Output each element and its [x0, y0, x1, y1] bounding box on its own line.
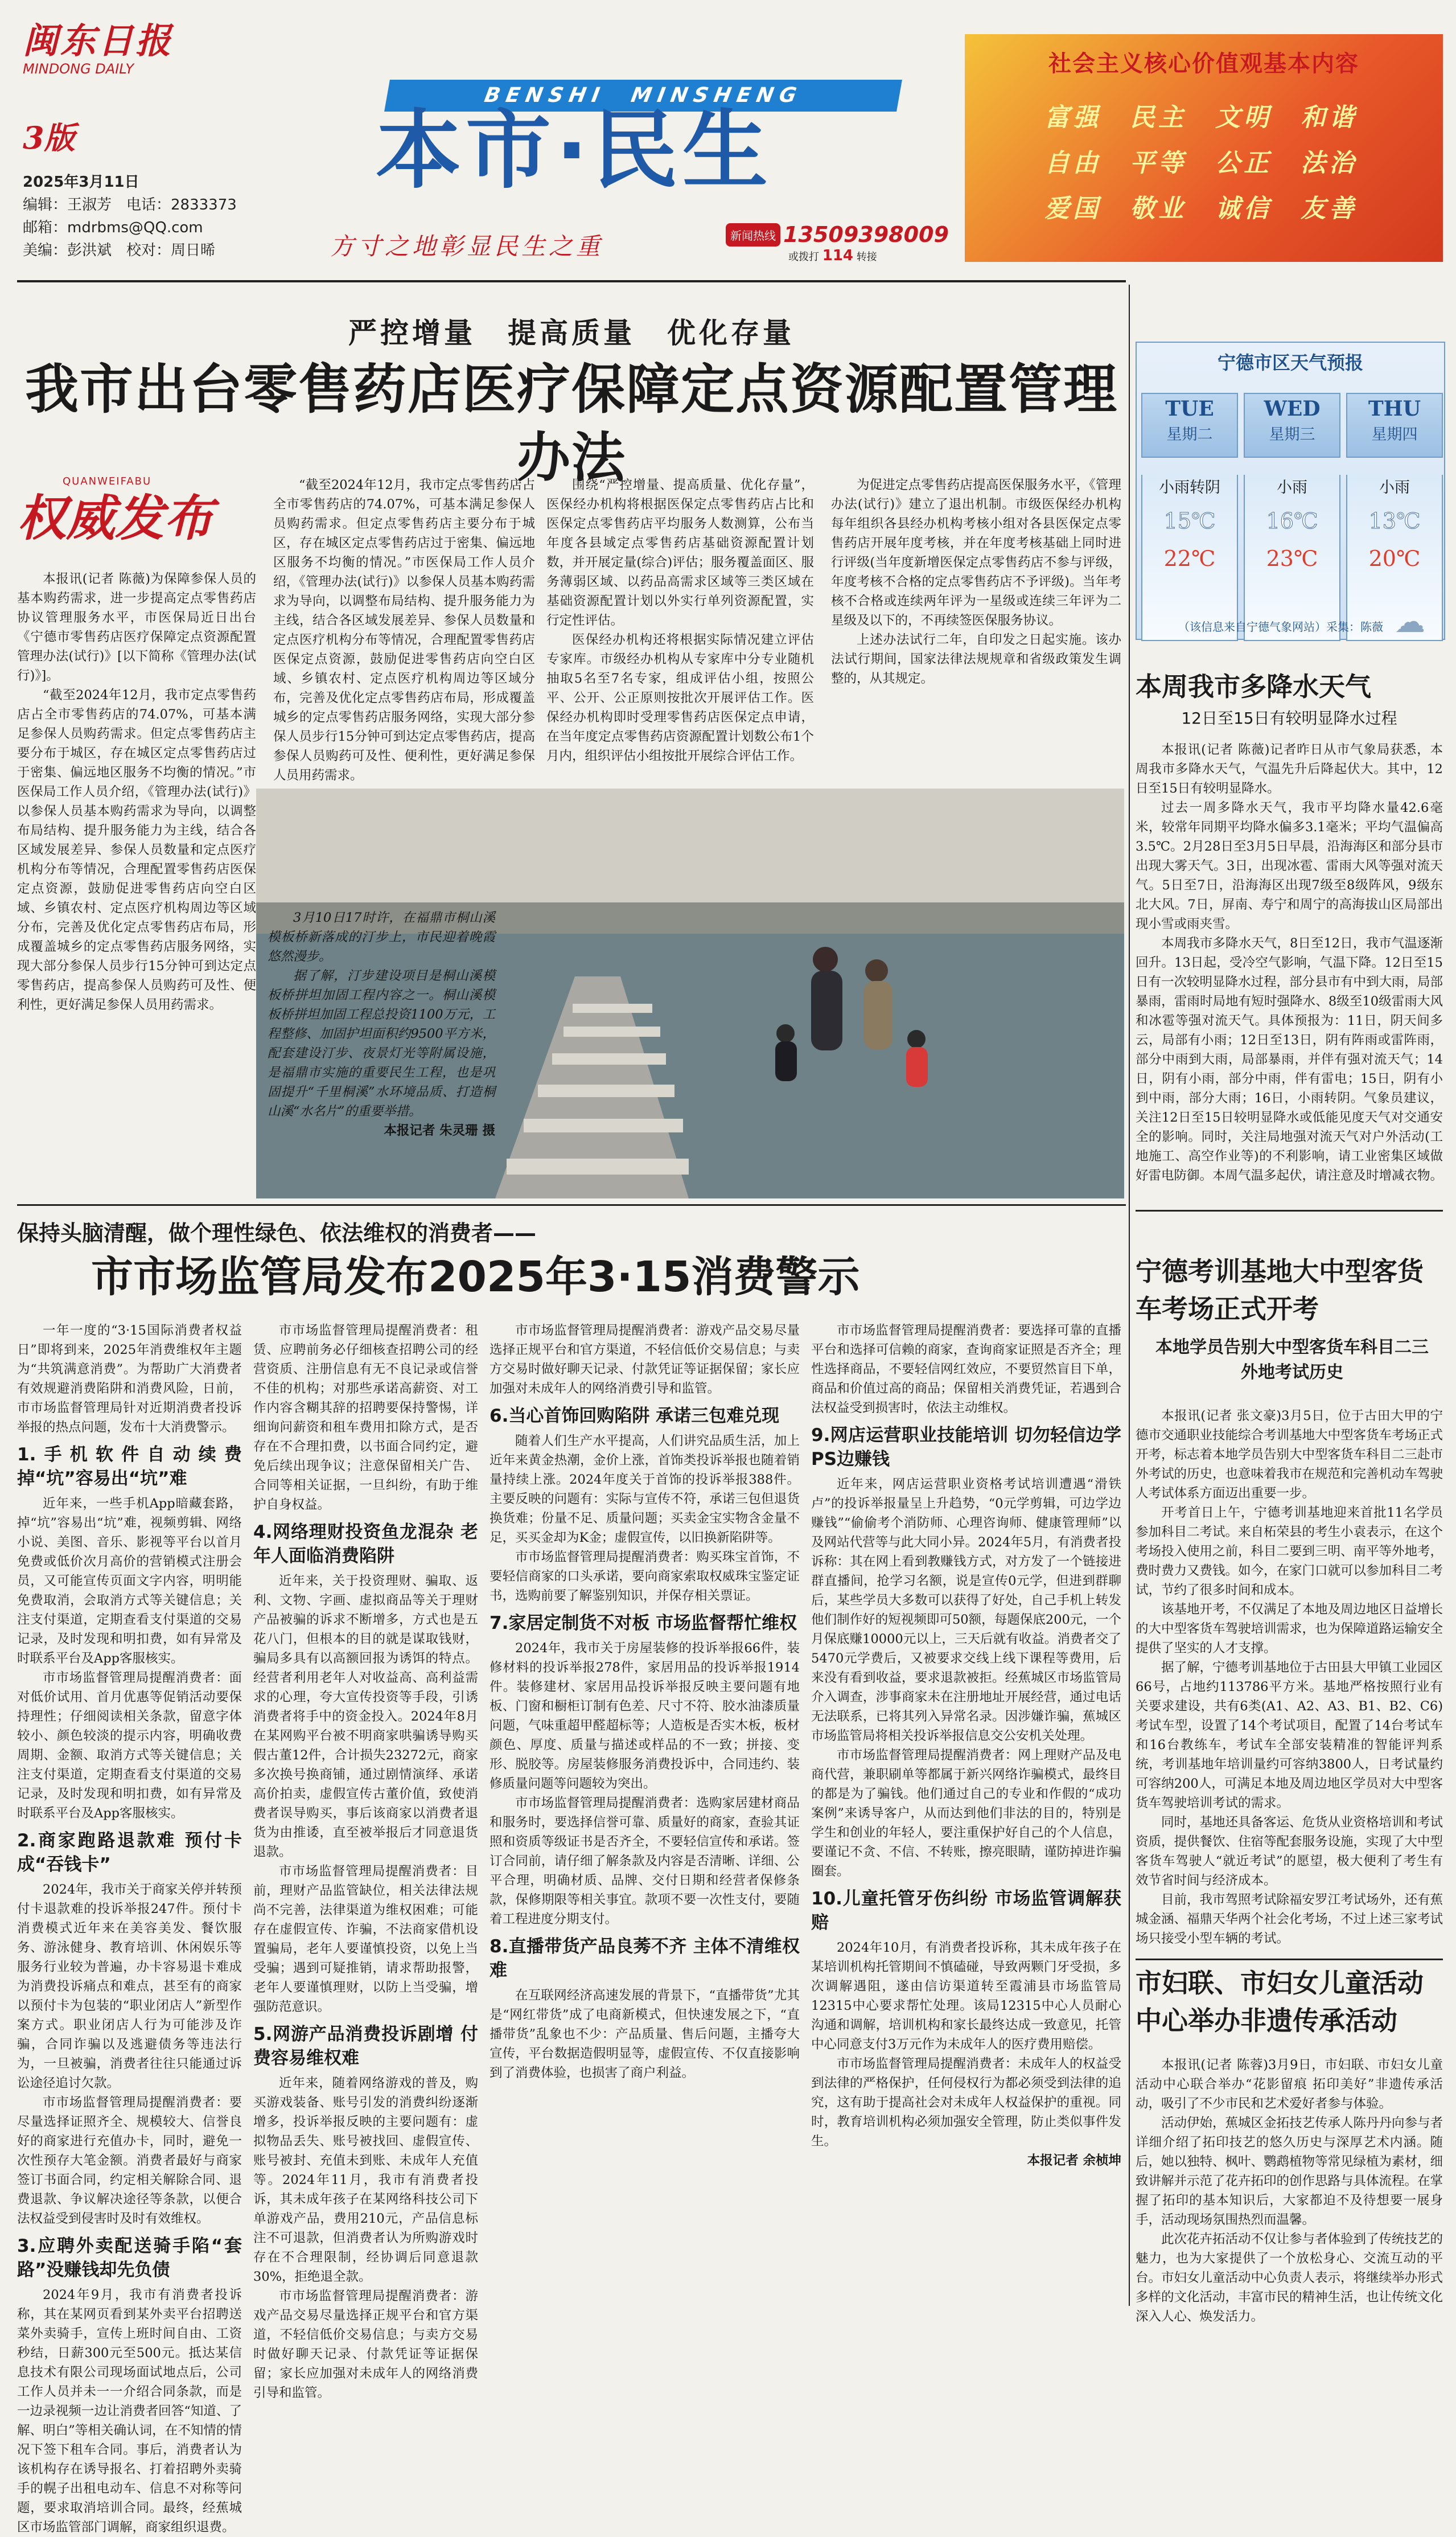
- rain-body: 本报讯(记者 陈薇)记者昨日从市气象局获悉，本周我市多降水天气，气温先升后降起伏大。其中，12日至15日有较明显降水。 过去一周多降水天气，我市平均降水量42.6毫米，较常年同期平均降水偏多3.1毫米；平均气温偏高3.5℃。2月28日至3月5日早晨，沿海海区和部分县市出现大雾天气。3日，出现冰雹、雷雨大风等强对流天气。5日至7日，沿海海区出现7级至8级阵风，9级东北大风。7日，屏南、寿宁和周宁的高海拔山区局部出现小雪或雨夹雪。 本周我市多降水天气，8日至12日，我市气温逐渐回升。13日起，受冷空气影响，气温下降。12日至15日有一次较明显降水过程，部分县市有中到大雨，局部暴雨，雷雨时局地有短时强降水、8级至10级雷雨大风和冰雹等强对流天气。具体预报为：11日，阴天间多云，局部有小雨；12日至13日，阴有阵雨或雷阵雨，部分中雨到大雨，局部暴雨，并伴有强对流天气；14日，阴有小雨，部分中雨，伴有雷电；15日，阴有小到中雨，部分大雨；16日，小雨转阴。气象员建议，关注12日至15日较明显降水或低能见度天气对交通安全的影响。同时，关注局地强对流天气对户外活动(工地施工、高空作业等)的不利影响，请工业密集区域做好雷电防御。本周气温多起伏，请注意及时增减衣物。: [1136, 742, 1443, 1183]
- lead-col-4: 为促进定点零售药店提高医保服务水平，《管理办法(试行)》建立了退出机制。市级医保经办机构每年组织各县经办机构考核小组对各县医保定点零售药店开展年度考核，并在年度考核基础上同时进行评级(当年度新增医保定点零售药店不参与评级，年度考核不合格的定点零售药店不予评级)。当年考核不合格或连续两年评为一星级或连续三年评为二星级及以下的，不再续签医保服务协议。 上述办法试行二年，自印发之日起实施。该办法试行期间，国家法律法规规章和省级政策发生调整的，从其规定。: [831, 478, 1121, 686]
- weather-day-tue: TUE 星期二 小雨转阴 15℃ 22℃: [1141, 393, 1238, 626]
- authoritative-badge: QUANWEIFABU 权威发布: [17, 475, 213, 547]
- edition-info: [23, 171, 237, 262]
- mid-rule: [17, 1204, 1126, 1206]
- c315-col-3: 市市场监督管理局提醒消费者：游戏产品交易尽量选择正规平台和官方渠道，不轻信低价交易信息；与卖方交易时做好聊天记录、付款凭证等证据保留；家长应加强对未成年人的网络消费引导和监管。 6.当心首饰回购陷阱 承诺三包难兑现 随着人们生产水平提高，人们讲究品质生活，加上近年来黄金热潮，金价上涨，首饰类投诉举报也随着销量持续上涨。2024年度关于首饰的投诉举报388件。主要反映的问题有：实际与宣传不符，承诺三包但退货换货难；份量不足、质量问题；买卖金宝实物含金量不足，买买金却为K金；虚假宣传，以旧换新陷阱等。 市市场监督管理局提醒消费者：购买珠宝首饰，不要轻信商家的口头承诺，要向商家索取权威珠宝鉴定证书，选购前要了解鉴别知识，并保存相关票证。 7.家居定制货不对板 市场监督帮忙维权 2024年，我市关于房屋装修的投诉举报66件，装修材料的投诉举报278件，家居用品的投诉举报1914件。装修建材、家居用品投诉举报反映主要问题有地板、门窗和橱柜订制有色差、尺寸不符、胶水油漆质量问题，气味重超甲醛超标等；人造板是否实木板，板材颜色、厚度、质量与描述或样品的不一致；拼接、变形、脱胶等。房屋装修服务消费投诉中，合同违约、装修质量问题等问题较为突出。 市市场监督管理局提醒消费者：选购家居建材商品和服务时，要选择信誉可靠、质量好的商家，查验其证照和资质等级证书是否齐全，不要轻信宣传和承诺。签订合同前，请仔细了解条款及内容是否清晰、详细、公平合理，明确材质、品牌、交付日期和经营者保修条款，保修期限等相关事宜。款项不要一次性支付，要随着工程进度分期支付。 8.直播带货产品良莠不齐 主体不清维权难 在互联网经济高速发展的背景下，“直播带货”尤其是“网红带货”成了电商新模式，但快速发展之下，“直播带货”乱象也不少：产品质量、售后问题，主播夸大宣传，平台数据造假明显等，虚假宣传、不仅直接影响到了消费体验，也损害了商户利益。: [490, 1323, 800, 2080]
- exam-body: 本报讯(记者 张文豪)3月5日，位于古田大甲的宁德市交通职业技能综合考训基地大中型客货车考场正式开考，标志着本地学员告别大中型客货车科目二三赴市外考试的历史，也意味着我市在规范和完善机动车驾驶人考试体系方面迈出重要一步。 开考首日上午，宁德考训基地迎来首批11名学员参加科目二考试。来自柘荣县的考生小袁表示，在这个考场投入使用之前，科目二要到三明、南平等外地考，费时费力又费钱。如今，在家门口就可以参加科目二考试，节约了很多时间和成本。 该基地开考，不仅满足了本地及周边地区日益增长的大中型客货车驾驶培训需求，也为保障道路运输安全提供了坚实的人才支撑。 据了解，宁德考训基地位于古田县大甲镇工业园区66号，占地约113786平方米。基地严格按照行业有关要求建设，共有6类(A1、A2、A3、B1、B2、C6)考试车型，设置了14个考试项目，配置了14台考试车和16台教练车，考试车全部安装精准的智能评判系统，考训基地年培训量约可容纳3800人，日考试量约可容纳200人，可满足本地及周边地区学员对大中型客货车驾驶培训考试的需求。 同时，基地还具备客运、危货从业资格培训和考试资质，提供餐饮、住宿等配套服务设施，实现了大中型客货车驾驶人“就近考试”的愿望，极大便利了考生有效节省时间与经济成本。 目前，我市驾照考试除福安罗江考试场外，还有蕉城金涵、福鼎天华两个社会化考场，不过上述三家考试场只接受小型车辆的考试。: [1136, 1409, 1443, 1946]
- core-values-title: 社会主义核心价值观基本内容: [1048, 50, 1359, 77]
- c315-kicker: 保持头脑清醒，做个理性绿色、依法维权的消费者——: [17, 1221, 537, 1246]
- section-title: 本市·民生: [376, 101, 772, 200]
- news-photo: [256, 789, 1124, 1198]
- heritage-rule: [1136, 1959, 1443, 1960]
- page-number: 3版: [23, 120, 75, 156]
- c315-col-2: 市市场监督管理局提醒消费者：租赁、应聘前务必仔细核查招聘公司的经营资质、注册信息有无不良记录或信誉不佳的机构；对那些承诺高薪资、对工作内容含糊其辞的招聘要保持警惕，详细询问薪资和租车费用扣除方式，是否存在不合理扣费，以书面合同约定，避免后续出现争议；注意保留相关广告、合同等相关证据，一旦纠纷，有助于维护自身权益。 4.网络理财投资鱼龙混杂 老年人面临消费陷阱 近年来，关于投资理财、骗取、返利、文物、字画、虚拟商品等关于理财产品被骗的诉求不断增多，方式也是五花八门，但根本的目的就是谋取钱财，骗局多具有以高额回报为诱饵的特点。经营者利用老年人对收益高、高利益需求的心理，夸大宣传投资等手段，引诱消费者将手中的资金投入。2024年8月在某网购平台被不明商家哄骗诱导购买假古董12件，合计损失23272元，商家多次换号换商铺，通过剧情演绎、承诺高价拍卖，虚假宣传古董价值，致使消费者误导购买，事后该商家以消费者退货为由推诿，直至被举报后才同意退货退款。 市市场监督管理局提醒消费者：目前，理财产品监管缺位，相关法律法规尚不完善，法律渠道为维权困难；可能存在虚假宣传、诈骗，不法商家借机设置骗局，老年人要谨慎投资，以免上当受骗；遇到可疑推销，请求帮助报警，老年人要谨慎理财，以防上当受骗，增强防范意识。 5.网游产品消费投诉剧增 付费容易维权难 近年来，随着网络游戏的普及，购买游戏装备、账号引发的消费纠纷逐渐增多，投诉举报反映的主要问题有：虚拟物品丢失、账号被找回、虚假宣传、账号被封、充值未到账、未成年人充值等。2024年11月，我市有消费者投诉，其未成年孩子在某网络科技公司下单游戏产品，费用210元，产品信息标注不可退款，但消费者认为所购游戏时存在不合理限制，经协调后同意退款30%，拒绝退全款。 市市场监督管理局提醒消费者：游戏产品交易尽量选择正规平台和官方渠道，不轻信低价交易信息；与卖方交易时做好聊天记录、付款凭证等证据保留；家长应加强对未成年人的网络消费引导和监管。: [253, 1323, 478, 2400]
- rain-headline: 本周我市多降水天气: [1136, 671, 1371, 702]
- c315-headline: 市市场监管局发布2025年3·15消费警示: [91, 1253, 860, 1302]
- exam-rule: [1136, 1210, 1443, 1212]
- paper-logo: 闽东日报 MINDONG DAILY: [23, 20, 174, 77]
- weather-source: （该信息来自宁德气象网站）采集：陈薇: [1178, 620, 1383, 634]
- rain-subhead: 12日至15日有较明显降水过程: [1181, 709, 1397, 728]
- weather-title: 宁德市区天气预报: [1217, 352, 1363, 373]
- email-line: 邮箱：mdrbms@QQ.com: [23, 219, 203, 236]
- heritage-body: 本报讯(记者 陈蓉)3月9日，市妇联、市妇女儿童活动中心联合举办“花影留痕 拓印美好”非遗传承活动，吸引了不少市民和艺术爱好者参与体验。 活动伊始，蕉城区金拓技艺传承人陈丹丹向参与者详细介绍了拓印技艺的悠久历史与深厚艺术内涵。随后，她以独特、枫叶、鹦鹉植物等常见绿植为素材，细致讲解并示范了花卉拓印的创作思路与具体流程。在掌握了拓印的基本知识后，大家都迫不及待想要一展身手，活动现场氛围热烈而温馨。 此次花卉拓活动不仅让参与者体验到了传统技艺的魅力，也为大家提供了一个放松身心、交流互动的平台。市妇女儿童活动中心负责人表示，将继续举办形式多样的文化活动，丰富市民的精神生活，也让传统文化深入人心、焕发活力。: [1136, 2058, 1443, 2324]
- issue-date: 2025年3月11日: [23, 174, 139, 191]
- editor-line: 编辑：王淑芳 电话：2833373: [23, 196, 237, 214]
- section-banner: BENSHI MINSHENG 本市·民生: [364, 80, 933, 171]
- hotline-box: 新闻热线 13509398009 或拨打 114 转接: [726, 222, 965, 268]
- lead-kicker: 严控增量 提高质量 优化存量: [348, 317, 795, 350]
- core-values-box: 社会主义核心价值观基本内容 富强 民主 文明 和谐 自由 平等 公正 法治 爱国 敬业 诚信 友善: [965, 34, 1443, 262]
- weather-day-wed: WED 星期三 小雨 16℃ 23℃: [1244, 393, 1340, 626]
- masthead: [0, 0, 1456, 268]
- art-line: 美编：彭洪斌 校对：周日晞: [23, 242, 216, 259]
- exam-subhead: 本地学员告别大中型客货车科目二三外地考试历史: [1155, 1337, 1429, 1382]
- c315-col-1: 一年一度的“3·15国际消费者权益日”即将到来，2025年消费维权年主题为“共筑满意消费”。为帮助广大消费者有效规避消费陷阱和消费风险，日前，市市场监督管理局针对近期消费者投诉举报的热点问题，发布十大消费警示。 1.手机软件自动续费 掉“坑”容易出“坑”难 近年来，一些手机App暗藏套路，掉“坑”容易出“坑”难，视频剪辑、网络小说、美图、音乐、影视等平台以首月免费或低价次月高价的营销模式注册会员，又可能宣传页面文字内容，明明能免费取消，会取消方式等关键信息；关注支付渠道，定期查看支付渠道的交易记录，及时发现和明扣费，如有异常及时联系平台及App客服核实。 市市场监督管理局提醒消费者：面对低价试用、首月优惠等促销活动要保持理性；仔细阅读相关条款，留意字体较小、颜色较淡的提示内容，明确收费周期、金额、取消方式等关键信息；关注支付渠道，定期查看支付渠道的交易记录，及时发现和明扣费，如有异常及时联系平台及App客服核实。 2.商家跑路退款难 预付卡成“吞钱卡” 2024年，我市关于商家关停并转预付卡退款难的投诉举报247件。预付卡消费模式近年来在美容美发、餐饮服务、游泳健身、教育培训、休闲娱乐等服务行业较为普遍，办卡容易退卡难成为消费投诉痛点和难点，甚至有的商家以预付卡为包装的“职业闭店人”新型作案方式。职业闭店人行为可能涉及诈骗，合同诈骗以及逃避债务等违法行为，一旦被骗，消费者往往只能通过诉讼途径追讨欠款。 市市场监督管理局提醒消费者：要尽量选择证照齐全、规模较大、信誉良好的商家进行充值办卡，同时，避免一次性预存大笔金额。消费者最好与商家签订书面合同，约定相关解除合同、退费退款、争议解决途径等条款，以便合法权益受到侵害时及时有效维权。 3.应聘外卖配送骑手陷“套路”没赚钱却先负债 2024年9月，我市有消费者投诉称，其在某网页看到某外卖平台招聘送菜外卖骑手，宣传上班时间自由、工资秒结，日薪300元至500元。抵达某信息技术有限公司现场面试地点后，公司工作人员并未一一介绍合同条款，而是一边录视频一边让消费者回答“知道、了解、明白”等相关确认词，在不知情的情况下签下租车合同。事后，消费者认为该机构存在诱导报名、打着招聘外卖骑手的幌子出租电动车、信息不对称等问题，要求取消培训合同。最终，经蕉城区市场监管部门调解，商家组织退费。: [17, 1323, 242, 2535]
- right-col-rule: [1129, 285, 1130, 2306]
- masthead-rule: [17, 280, 1126, 282]
- weather-day-thu: THU 星期四 小雨 13℃ 20℃: [1346, 393, 1443, 626]
- heritage-headline: 市妇联、市妇女儿童活动中心举办非遗传承活动: [1136, 1968, 1424, 2036]
- lead-col-2: “截至2024年12月，我市定点零售药店占全市零售药店的74.07%，可基本满足参保人员购药需求。但定点零售药店主要分布于城区，存在城区定点零售药店过于密集、偏远地区服务不均衡的情况。”市医保局工作人员介绍，《管理办法(试行)》以参保人员基本购药需求为导向，以调整布局结构、提升服务能力为主线，结合各区域发展差异、参保人员数量和定点医疗机构分布等情况，合理配置零售药店医保定点资源，鼓励促进零售药店向空白区域、乡镇农村、定点医疗机构周边等区域分布，完善及优化定点零售药店布局，形成覆盖城乡的定点零售药店服务网络，实现大部分参保人员步行15分钟可到达定点零售药店，提高参保人员购药可及性、便利性，更好满足参保人员用药需求。: [273, 478, 535, 783]
- cloud-icon: ☁: [1395, 604, 1425, 639]
- c315-col-4: 市市场监督管理局提醒消费者：要选择可靠的直播平台和选择可信赖的商家，查询商家证照是否齐全；理性选择商品，不要轻信网红效应，不要贸然盲目下单，商品和价值过高的商品；保留相关消费凭证，若遇到合法权益受到损害时，依法主动维权。 9.网店运营职业技能培训 切勿轻信边学PS边赚钱 近年来，网店运营职业资格考试培训遭遇“滑铁卢”的投诉举报量呈上升趋势，“0元学剪辑，可边学边赚钱”“偷偷考个消防师、心理咨询师、健康管理师”以及网站代营等与此大同小异。2024年5月，有消费者投诉称：其在网上看到教赚钱方式，对方发了一个链接进群直播间，抢学习名额，说是宣传0元学，但进到群聊后，某些学员大多数可以获得了好处，自己手机上转发他们制作好的短视频即可50额，每题保底200元，一个月保底赚10000元以上，三天后就有收益。消费者交了5470元学费后，又被要求交线上线下课程等费用，后来没有看到收益，要求退款被拒。经蕉城区市场监管局介入调查，涉事商家未在注册地址开展经营，通过电话无法联系，已将其列入异常名录。因涉嫌诈骗，蕉城区市场监管局将相关投诉举报信息交公安机关处理。 市市场监督管理局提醒消费者：网上理财产品及电商代营，兼职刷单等都属于新兴网络诈骗模式，最终目的都是为了骗钱。他们通过自己的专业和作假的“成功案例”来诱导客户，从而达到他们非法的目的，特别是学生和创业的年轻人，要注重保护好自己的个人信息，要谨记不贪、不信、不转账，擦亮眼睛，谨防掉进诈骗圈套。 10.儿童托管牙伤纠纷 市场监管调解获赔 2024年10月，有消费者投诉称，其未成年孩子在某培训机构托管期间不慎磕碰，导致两颗门牙受损，多次调解遇阻，遂由信访渠道转至霞浦县市场监管局12315中心要求帮忙处理。该局12315中心人员耐心沟通和调解，培训机构和家长最终达成一致意见，托管中心同意支付3万元作为未成年人的医疗费用赔偿。 市市场监督管理局提醒消费者：未成年人的权益受到法律的严格保护，任何侵权行为都必须受到法律的追究，这有助于提高社会对未成年人权益保护的重视。同时，教育培训机构必须加强安全管理，防止类似事件发生。 本报记者 余桢坤: [811, 1323, 1121, 2168]
- photo-caption: 3月10日17时许，在福鼎市桐山溪模板桥新落成的汀步上，市民迎着晚霞悠然漫步。 据了解，汀步建设项目是桐山溪模板桥拼坦加固工程内容之一。桐山溪模板桥拼坦加固工程总投资1100万元，工程整修、加固护坦面积约9500平方米，配套建设汀步、夜景灯光等附属设施，是福鼎市实施的重要民生工程，也是巩固提升“千里桐溪”水环境品质、打造桐山溪“水名片”的重要举措。 本报记者 朱灵珊 摄: [268, 910, 495, 1138]
- lead-col-1: 本报讯(记者 陈薇)为保障参保人员的基本购药需求，进一步提高定点零售药店协议管理服务水平，市医保局近日出台《宁德市零售药店医疗保障定点资源配置管理办法(试行)》[以下简称《管理办法(试行)》]。 “截至2024年12月，我市定点零售药店占全市零售药店的74.07%，可基本满足参保人员购药需求。但定点零售药店主要分布于城区，存在城区定点零售药店过于密集、偏远地区服务不均衡的情况。”市医保局工作人员介绍，《管理办法(试行)》以参保人员基本购药需求为导向，以调整布局结构、提升服务能力为主线，结合各区域发展差异、参保人员数量和定点医疗机构分布等情况，合理配置零售药店医保定点资源，鼓励促进零售药店向空白区域、乡镇农村、定点医疗机构周边等区域分布，完善及优化定点零售药店布局，形成覆盖城乡的定点零售药店服务网络，实现大部分参保人员步行15分钟可到达定点零售药店，提高参保人员购药可及性、便利性，更好满足参保人员用药需求。: [17, 572, 256, 1012]
- exam-headline: 宁德考训基地大中型客货车考场正式开考: [1136, 1256, 1424, 1324]
- lead-col-3: 围绕“严控增量、提高质量、优化存量”，医保经办机构将根据医保定点零售药店占比和医保定点零售药店平均服务人数测算，公布当年度各县域定点零售药店基础资源配置计划数，并开展定量(综合)评估；服务覆盖面区、服务薄弱区域、以药品高需求区域等三类区域在基础资源配置计划以外实行单列资源配置，实行定性评估。 医保经办机构还将根据实际情况建立评估专家库。市级经办机构从专家库中分专业随机抽取5名至7名专家，组成评估小组，按照公平、公开、公正原则按批次开展评估工作。医保经办机构即时受理零售药店医保定点申请，在当年度定点零售药店资源配置计划数公布1个月内，组织评估小组按批开展综合评估工作。: [546, 478, 814, 763]
- lead-headline: 我市出台零售药店医疗保障定点资源配置管理办法: [24, 359, 1118, 489]
- section-motto: 方寸之地彰显民生之重: [330, 232, 604, 260]
